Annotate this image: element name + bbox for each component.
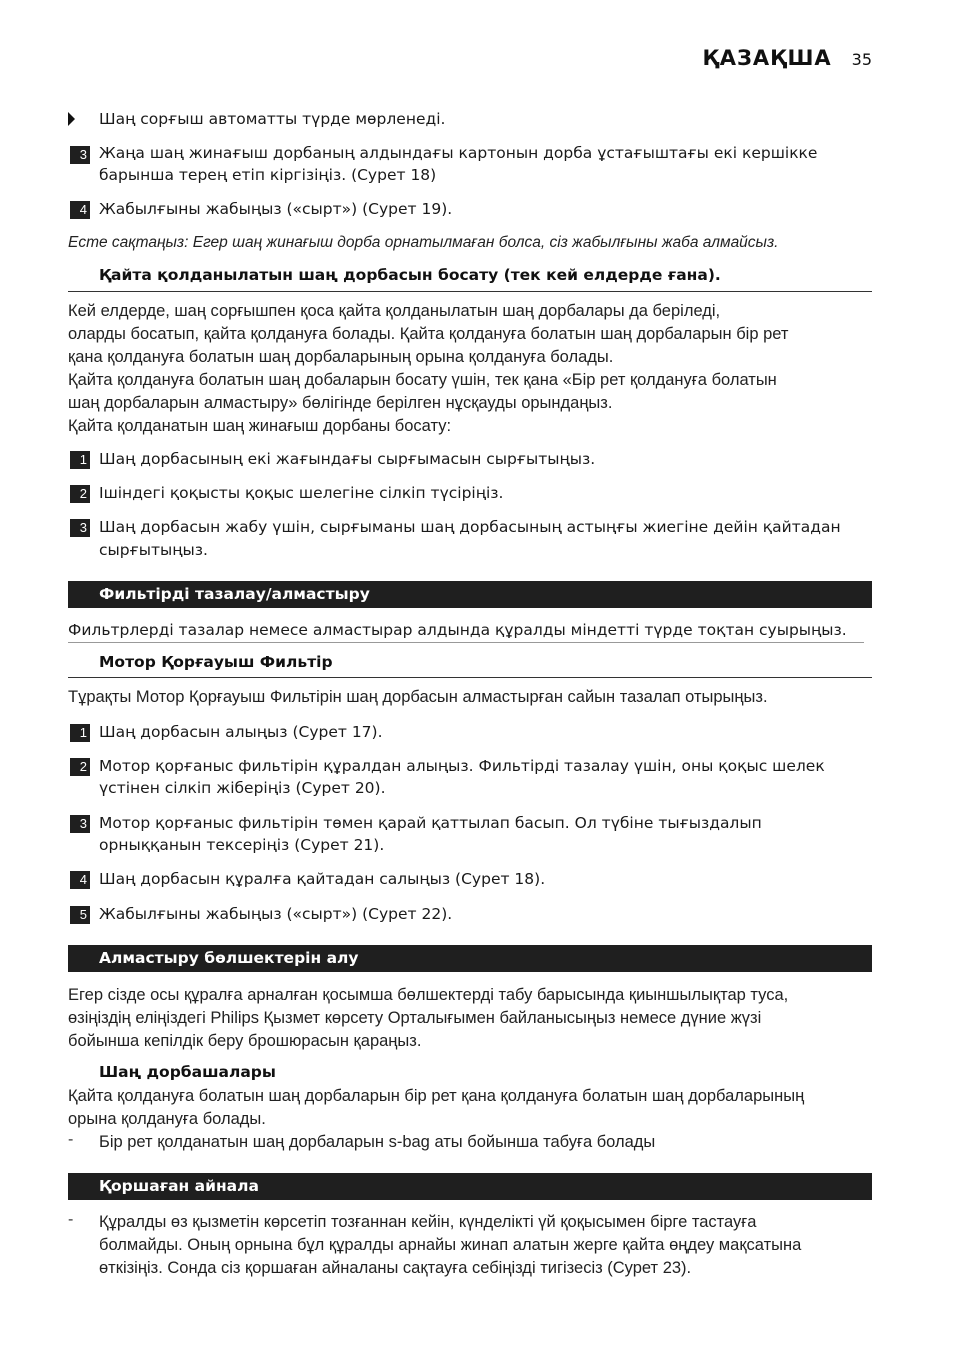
step-text: үстінен сілкіп жіберіңіз (Сурет 20). — [99, 779, 386, 797]
step-number: 3 — [70, 146, 90, 164]
language-label: ҚАЗАҚША — [702, 46, 832, 70]
step-number: 5 — [70, 906, 90, 924]
section-bar-title: Фильтірді тазалау/алмастыру — [99, 585, 370, 603]
paragraph-line: Қайта қолдануға болатын шаң дорбаларын бір рет қана қолдануға болатын шаң дорбаларының — [68, 1087, 805, 1105]
step-number: 1 — [70, 724, 90, 742]
dash-item-text: Бір рет қолданатын шаң дорбаларын s-bag аты бойынша табуға болады — [99, 1133, 656, 1151]
step-number: 2 — [70, 758, 90, 776]
step-text: Жабылғыны жабыңыз («сырт») (Сурет 22). — [99, 905, 453, 923]
step-text: Ішіндегі қоқысты қоқыс шелегіне сілкіп түсіріңіз. — [99, 484, 504, 502]
paragraph-line: шаң дорбаларын алмастыру» бөлігінде берілген нұсқауды орындаңыз. — [68, 394, 613, 412]
section-heading-reusable: Қайта қолданылатын шаң дорбасын босату (тек кей елдерде ғана). — [99, 266, 721, 284]
warning-text: Фильтрлерді тазалар немесе алмастырар алдында құралды міндетті түрде тоқтан суырыңыз. — [68, 621, 847, 639]
paragraph-line: орына қолдануға болады. — [68, 1110, 266, 1128]
step-number: 1 — [70, 451, 90, 469]
warning-rule — [68, 642, 864, 643]
step-text: барынша терең етіп кіргізіңіз. (Сурет 18) — [99, 166, 437, 184]
paragraph-line: Қайта қолдануға болатын шаң добаларын босату үшін, тек қана «Бір рет қолдануға болатын — [68, 371, 777, 389]
step-text: Жаңа шаң жинағыш дорбаның алдындағы картонын дорба ұстағыштағы екі кершікке — [99, 144, 818, 162]
step-number: 3 — [70, 815, 90, 833]
step-number: 4 — [70, 201, 90, 219]
step-text: Мотор қорғаныс фильтірін құралдан алыңыз. Фильтірді тазалау үшін, оны қоқыс шелек — [99, 757, 825, 775]
section-bar-accessories — [68, 945, 872, 972]
dash-bullet-icon: - — [68, 1211, 74, 1228]
paragraph-line: бойынша кепілдік беру брошюрасын қараңыз. — [68, 1032, 422, 1050]
paragraph-line: оларды босатып, қайта қолдануға болады. Қайта қолдануға болатын шаң дорбаларын бір рет — [68, 325, 789, 343]
subheading-motor-filter: Мотор Қорғауыш Фильтір — [99, 653, 333, 671]
step-text: Мотор қорғаныс фильтірін төмен қарай қаттылап басып. Ол түбіне тығыздалып — [99, 814, 762, 832]
dash-item-text: өткізіңіз. Сонда сіз қоршаған айналаны сақтауға себіңізді тигізесіз (Сурет 23). — [99, 1259, 692, 1277]
section-bar-environment — [68, 1173, 872, 1200]
step-number: 4 — [70, 871, 90, 889]
paragraph-line: қана қолдануға болатын шаң дорбаларының орына қолдануға болады. — [68, 348, 614, 366]
step-number: 3 — [70, 519, 90, 537]
bullet-triangle-icon — [68, 112, 75, 126]
heading-rule — [68, 291, 872, 292]
note-text: Есте сақтаңыз: Егер шаң жинағыш дорба орнатылмаған болса, сіз жабылғыны жаба алмайсыз. — [68, 234, 779, 251]
paragraph-line: өзіңіздің еліңіздегі Philips Қызмет көрсету Орталығымен байланысыңыз немесе дүние жүзі — [68, 1009, 762, 1027]
subheading-rule — [68, 677, 872, 678]
subheading-dust-bags: Шаң дорбашалары — [99, 1063, 276, 1081]
section-bar-title: Алмастыру бөлшектерін алу — [99, 949, 359, 967]
step-text: Жабылғыны жабыңыз («сырт») (Сурет 19). — [99, 200, 453, 218]
dash-item-text: болмайды. Оның орнына бұл құралды арнайы жинап алатын жерге қайта өңдеу мақсатына — [99, 1236, 802, 1254]
paragraph-line: Тұрақты Мотор Қорғауыш Фильтірін шаң дорбасын алмастырған сайын тазалап отырыңыз. — [68, 688, 768, 706]
step-text: Шаң дорбасының екі жағындағы сырғымасын сырғытыңыз. — [99, 450, 596, 468]
paragraph-line: Кей елдерде, шаң сорғышпен қоса қайта қолданылатын шаң дорбалары да беріледі, — [68, 302, 721, 320]
step-number: 2 — [70, 485, 90, 503]
paragraph-line: Егер сізде осы құралға арналған қосымша бөлшектерді табу барысында қиыншылықтар туса, — [68, 986, 789, 1004]
step-text: Шаң дорбасын жабу үшін, сырғыманы шаң дорбасының астыңғы жиегіне дейін қайтадан — [99, 518, 841, 536]
paragraph-line: Қайта қолданатын шаң жинағыш дорбаны босату: — [68, 417, 452, 435]
step-text: сырғытыңыз. — [99, 541, 208, 559]
step-text: Шаң дорбасын құралға қайтадан салыңыз (Сурет 18). — [99, 870, 546, 888]
step-text: Шаң дорбасын алыңыз (Сурет 17). — [99, 723, 383, 741]
page-number: 35 — [851, 50, 872, 69]
section-bar-filter — [68, 581, 872, 608]
page-header — [702, 46, 872, 70]
dash-bullet-icon: - — [68, 1131, 74, 1148]
intro-bullet-text: Шаң сорғыш автоматты түрде мөрленеді. — [99, 110, 446, 128]
dash-item-text: Құралды өз қызметін көрсетіп тозғаннан кейін, күнделікті үй қоқысымен бірге тастауға — [99, 1213, 757, 1231]
step-text: орныққанын тексеріңіз (Сурет 21). — [99, 836, 385, 854]
section-bar-title: Қоршаған айнала — [99, 1177, 259, 1195]
